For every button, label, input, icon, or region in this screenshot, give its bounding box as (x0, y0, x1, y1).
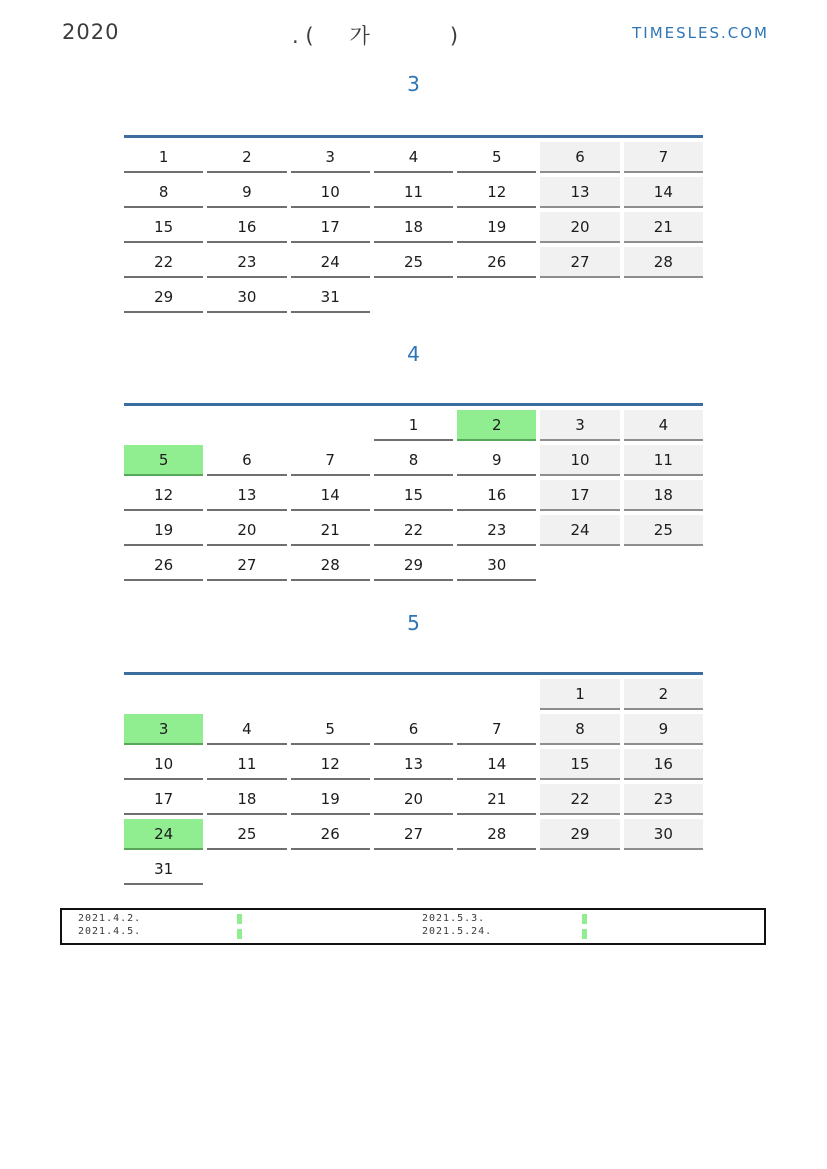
day-cell-4-18: 18 (624, 480, 703, 511)
day-cell-3-21: 21 (624, 212, 703, 243)
day-cell-5-18: 18 (207, 784, 286, 815)
day-cell-5-2: 2 (624, 679, 703, 710)
day-cell-3-15: 15 (124, 212, 203, 243)
empty-cell (374, 282, 453, 311)
empty-cell (624, 282, 703, 311)
month-title-3: 3 (407, 72, 420, 96)
day-cell-3-20: 20 (540, 212, 619, 243)
day-cell-3-5: 5 (457, 142, 536, 173)
day-cell-5-28: 28 (457, 819, 536, 850)
calendar-month-3 (124, 135, 703, 313)
day-cell-5-10: 10 (124, 749, 203, 780)
day-cell-5-8: 8 (540, 714, 619, 745)
day-cell-5-5: 5 (291, 714, 370, 745)
day-cell-4-29: 29 (374, 550, 453, 581)
day-cell-3-7: 7 (624, 142, 703, 173)
day-cell-3-9: 9 (207, 177, 286, 208)
day-cell-5-1: 1 (540, 679, 619, 710)
legend-date: 2021.4.5. (78, 926, 142, 937)
legend-box (60, 908, 766, 945)
empty-cell (374, 679, 453, 708)
header-paren-close: ) (449, 24, 459, 48)
legend-green-marker (237, 929, 242, 939)
header-paren-open: . ( (292, 24, 314, 48)
empty-cell (540, 282, 619, 311)
day-cell-4-5: 5 (124, 445, 203, 476)
empty-cell (291, 410, 370, 439)
day-cell-5-9: 9 (624, 714, 703, 745)
day-cell-3-6: 6 (540, 142, 619, 173)
header-korean-char: 가 (349, 24, 370, 48)
legend-date: 2021.5.24. (422, 926, 493, 937)
day-cell-5-17: 17 (124, 784, 203, 815)
day-cell-5-6: 6 (374, 714, 453, 745)
day-cell-3-23: 23 (207, 247, 286, 278)
empty-cell (457, 854, 536, 883)
month-title-4: 4 (407, 342, 420, 366)
day-cell-3-22: 22 (124, 247, 203, 278)
empty-cell (291, 854, 370, 883)
day-cell-5-31: 31 (124, 854, 203, 885)
day-cell-4-10: 10 (540, 445, 619, 476)
day-cell-4-26: 26 (124, 550, 203, 581)
day-cell-3-8: 8 (124, 177, 203, 208)
day-cell-3-1: 1 (124, 142, 203, 173)
header-title (292, 20, 458, 50)
day-cell-3-26: 26 (457, 247, 536, 278)
day-cell-5-24: 24 (124, 819, 203, 850)
day-cell-5-16: 16 (624, 749, 703, 780)
day-cell-5-20: 20 (374, 784, 453, 815)
day-cell-3-29: 29 (124, 282, 203, 313)
empty-cell (207, 854, 286, 883)
day-cell-3-30: 30 (207, 282, 286, 313)
legend-date: 2021.5.3. (422, 913, 486, 924)
day-cell-5-7: 7 (457, 714, 536, 745)
day-cell-4-16: 16 (457, 480, 536, 511)
calendar-grid-4 (124, 410, 703, 581)
legend-date: 2021.4.2. (78, 913, 142, 924)
empty-cell (374, 854, 453, 883)
day-cell-5-13: 13 (374, 749, 453, 780)
day-cell-4-24: 24 (540, 515, 619, 546)
day-cell-4-27: 27 (207, 550, 286, 581)
calendar-grid-5 (124, 679, 703, 885)
day-cell-4-8: 8 (374, 445, 453, 476)
empty-cell (624, 854, 703, 883)
day-cell-3-13: 13 (540, 177, 619, 208)
day-cell-4-7: 7 (291, 445, 370, 476)
legend-green-marker (582, 914, 587, 924)
day-cell-5-3: 3 (124, 714, 203, 745)
day-cell-3-11: 11 (374, 177, 453, 208)
day-cell-3-19: 19 (457, 212, 536, 243)
day-cell-3-18: 18 (374, 212, 453, 243)
day-cell-5-21: 21 (457, 784, 536, 815)
day-cell-3-3: 3 (291, 142, 370, 173)
day-cell-5-25: 25 (207, 819, 286, 850)
day-cell-5-19: 19 (291, 784, 370, 815)
day-cell-3-17: 17 (291, 212, 370, 243)
day-cell-3-27: 27 (540, 247, 619, 278)
day-cell-4-25: 25 (624, 515, 703, 546)
day-cell-4-2: 2 (457, 410, 536, 441)
month-title-5: 5 (407, 611, 420, 635)
header-year: 2020 (62, 20, 120, 44)
timesles-site-link[interactable]: TIMESLES.COM (632, 24, 769, 42)
day-cell-5-22: 22 (540, 784, 619, 815)
calendar-grid-3 (124, 142, 703, 313)
day-cell-3-10: 10 (291, 177, 370, 208)
day-cell-5-11: 11 (207, 749, 286, 780)
day-cell-3-28: 28 (624, 247, 703, 278)
day-cell-5-12: 12 (291, 749, 370, 780)
day-cell-3-12: 12 (457, 177, 536, 208)
day-cell-4-6: 6 (207, 445, 286, 476)
day-cell-3-31: 31 (291, 282, 370, 313)
day-cell-4-23: 23 (457, 515, 536, 546)
day-cell-4-4: 4 (624, 410, 703, 441)
legend-green-marker (237, 914, 242, 924)
day-cell-4-1: 1 (374, 410, 453, 441)
day-cell-3-14: 14 (624, 177, 703, 208)
day-cell-4-19: 19 (124, 515, 203, 546)
empty-cell (207, 410, 286, 439)
day-cell-5-26: 26 (291, 819, 370, 850)
day-cell-4-22: 22 (374, 515, 453, 546)
day-cell-4-17: 17 (540, 480, 619, 511)
day-cell-3-2: 2 (207, 142, 286, 173)
empty-cell (540, 550, 619, 579)
day-cell-4-28: 28 (291, 550, 370, 581)
empty-cell (457, 679, 536, 708)
day-cell-5-4: 4 (207, 714, 286, 745)
day-cell-3-16: 16 (207, 212, 286, 243)
day-cell-5-27: 27 (374, 819, 453, 850)
calendar-month-4 (124, 403, 703, 581)
day-cell-5-23: 23 (624, 784, 703, 815)
day-cell-4-11: 11 (624, 445, 703, 476)
calendar-month-5 (124, 672, 703, 885)
empty-cell (207, 679, 286, 708)
empty-cell (540, 854, 619, 883)
legend-green-marker (582, 929, 587, 939)
day-cell-4-13: 13 (207, 480, 286, 511)
empty-cell (457, 282, 536, 311)
day-cell-5-15: 15 (540, 749, 619, 780)
day-cell-4-3: 3 (540, 410, 619, 441)
day-cell-5-14: 14 (457, 749, 536, 780)
empty-cell (124, 410, 203, 439)
day-cell-4-12: 12 (124, 480, 203, 511)
day-cell-3-25: 25 (374, 247, 453, 278)
empty-cell (291, 679, 370, 708)
day-cell-5-29: 29 (540, 819, 619, 850)
empty-cell (124, 679, 203, 708)
empty-cell (624, 550, 703, 579)
day-cell-5-30: 30 (624, 819, 703, 850)
day-cell-4-14: 14 (291, 480, 370, 511)
day-cell-3-4: 4 (374, 142, 453, 173)
day-cell-3-24: 24 (291, 247, 370, 278)
day-cell-4-30: 30 (457, 550, 536, 581)
day-cell-4-15: 15 (374, 480, 453, 511)
day-cell-4-21: 21 (291, 515, 370, 546)
day-cell-4-9: 9 (457, 445, 536, 476)
day-cell-4-20: 20 (207, 515, 286, 546)
